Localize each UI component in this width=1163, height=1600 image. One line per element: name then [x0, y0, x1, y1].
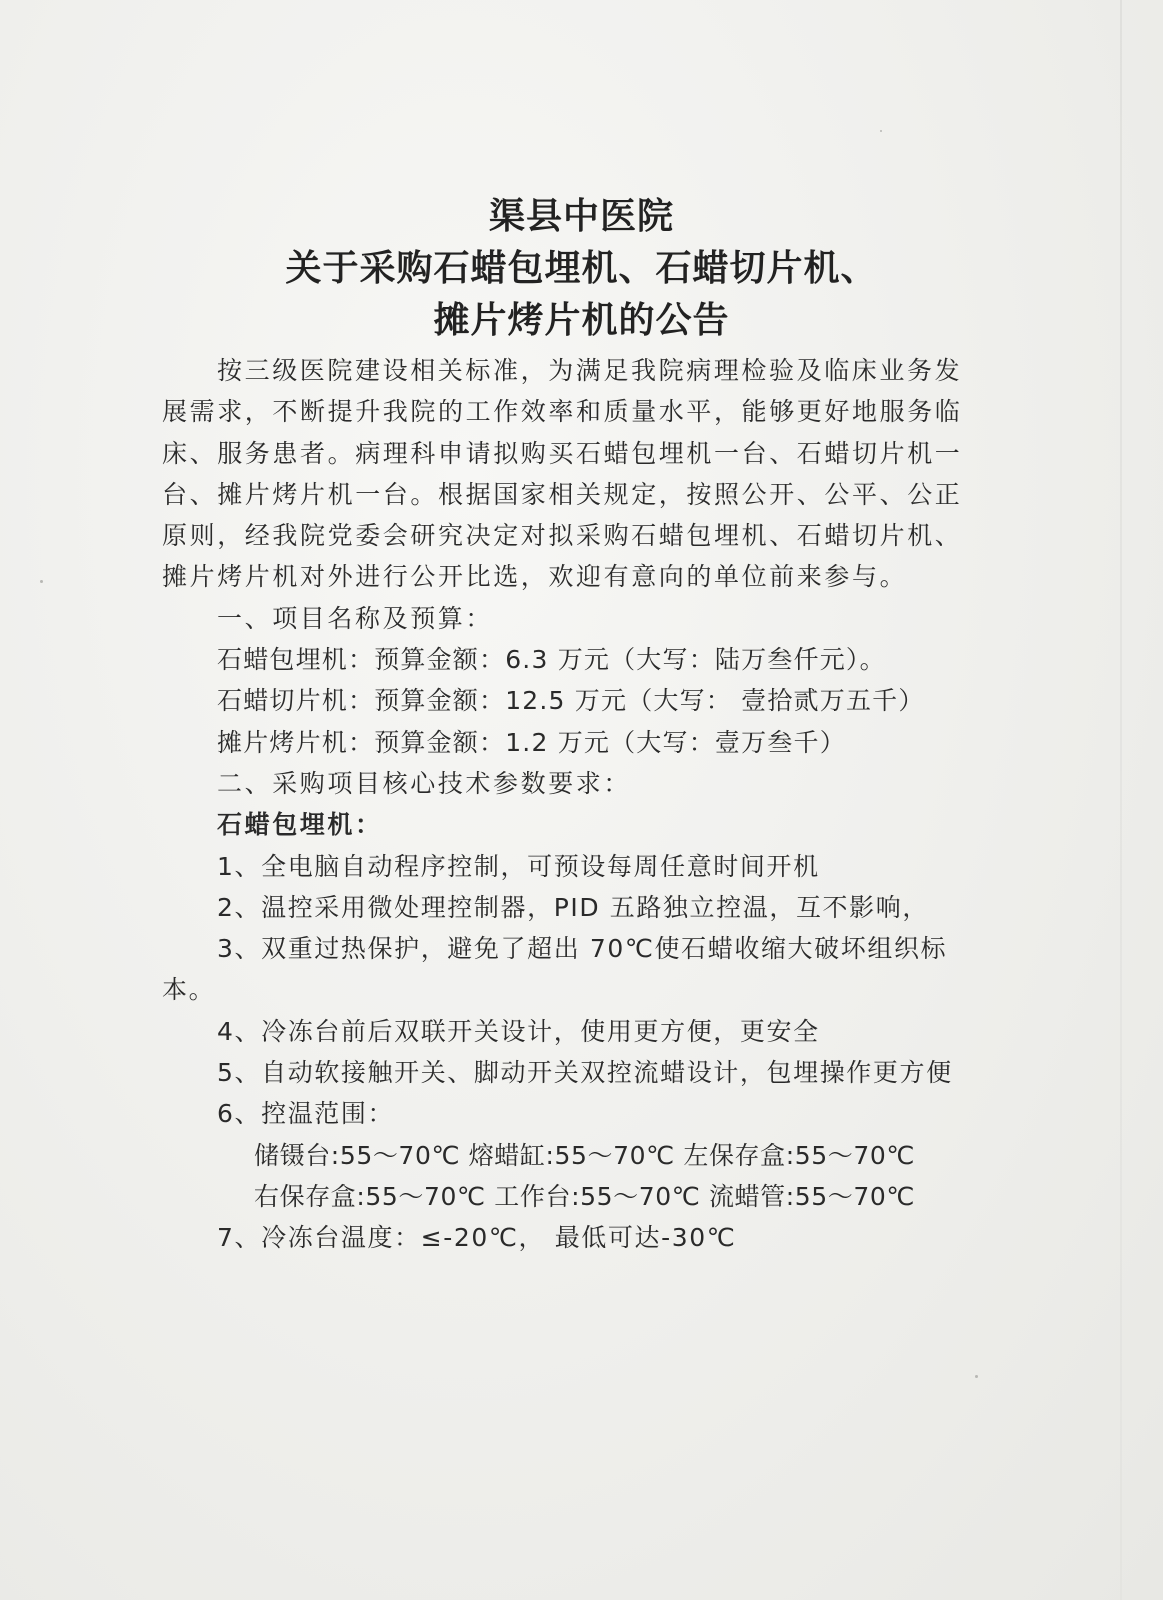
title-line-3: 摊片烤片机的公告	[433, 299, 730, 341]
spec-item-6: 6、控温范围：	[217, 1099, 395, 1129]
section1-heading: 一、项目名称及预算：	[217, 603, 494, 633]
notice-title	[0, 190, 1163, 346]
paper-speck	[40, 580, 43, 583]
spec-item-3: 3、双重过热保护，避免了超出 70℃使石蜡收缩大破坏组织标本。	[162, 934, 948, 1005]
spec-item-2: 2、温控采用微处理控制器，PID 五路独立控温，互不影响，	[217, 892, 929, 922]
spec-item-7: 7、冷冻台温度：≤-20℃， 最低可达-30℃	[217, 1223, 737, 1253]
spec-item-1: 1、全电脑自动程序控制，可预设每周任意时间开机	[217, 851, 820, 881]
paper-speck	[880, 130, 882, 132]
section2-subheading: 石蜡包埋机：	[217, 810, 383, 840]
intro-paragraph: 按三级医院建设相关标准，为满足我院病理检验及临床业务发展需求，不断提升我院的工作效率和质量水平，能够更好地服务临床、服务患者。病理科申请拟购买石蜡包埋机一台、石蜡切片机一台、摊片烤片机一台。根据国家相关规定，按照公开、公平、公正原则，经我院党委会研究决定对拟采购石蜡包埋机、石蜡切片机、摊片烤片机对外进行公开比选，欢迎有意向的单位前来参与。	[162, 356, 963, 592]
budget-item-embedding: 石蜡包埋机：预算金额：6.3 万元（大写：陆万叁仟元）。	[217, 645, 886, 675]
temp-range-row-1: 储镊台:55～70℃ 熔蜡缸:55～70℃ 左保存盒:55～70℃	[254, 1140, 916, 1170]
title-line-2: 关于采购石蜡包埋机、石蜡切片机、	[285, 247, 878, 289]
hospital-name: 渠县中医院	[488, 195, 674, 237]
budget-item-slide-dryer: 摊片烤片机：预算金额：1.2 万元（大写：壹万叁千）	[217, 727, 846, 757]
section2-heading: 二、采购项目核心技术参数要求：	[217, 768, 632, 798]
budget-item-microtome: 石蜡切片机：预算金额：12.5 万元（大写： 壹拾贰万五千）	[217, 686, 925, 716]
spec-item-5: 5、自动软接触开关、脚动开关双控流蜡设计，包埋操作更方便	[217, 1058, 953, 1088]
paper-speck	[975, 1375, 978, 1378]
spec-item-4: 4、冷冻台前后双联开关设计，使用更方便，更安全	[217, 1016, 820, 1046]
temp-range-row-2: 右保存盒:55～70℃ 工作台:55～70℃ 流蜡管:55～70℃	[254, 1181, 916, 1211]
notice-body	[162, 350, 982, 1259]
